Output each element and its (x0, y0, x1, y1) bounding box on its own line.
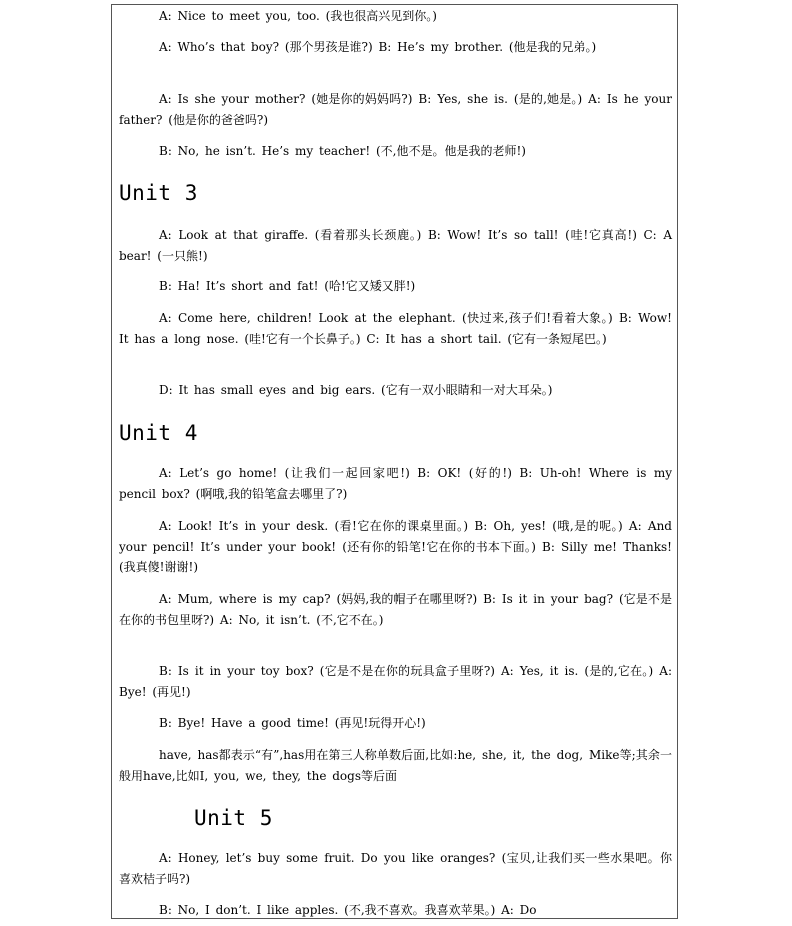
dialogue-line: A: Who’s that boy? (那个男孩是谁?) B: He’s my brother. (他是我的兄弟。) (159, 40, 597, 54)
dialogue-line: A: Look! It’s in your desk. (看!它在你的课桌里面。) B: Oh, yes! (哦,是的呢。) A: And your pencil! It’s under your book! (还有你的铅笔!它在你的书本下面。) B: Silly me! Thanks! (我真傻!谢谢!) (119, 519, 672, 574)
dialogue-line: A: Look at that giraffe. (看着那头长颈鹿。) B: Wow! It’s so tall! (哇!它真高!) C: A bear! (一只熊!) (119, 228, 672, 263)
document-page (111, 4, 678, 919)
dialogue-line: A: Come here, children! Look at the elephant. (快过来,孩子们!看着大象。) B: Wow! It has a long nose. (哇!它有一个长鼻子。) C: It has a short tail. (它有一条短尾巴。) (119, 311, 672, 346)
dialogue-line: B: Bye! Have a good time! (再见!玩得开心!) (159, 716, 426, 730)
dialogue-line: B: No, he isn’t. He’s my teacher! (不,他不是。他是我的老师!) (159, 144, 526, 158)
grammar-note: have, has都表示“有”,has用在第三人称单数后面,比如:he, she, it, the dog, Mike等;其余一般用have,比如I, you, we, they, the dogs等后面 (119, 748, 672, 783)
dialogue-line: B: Ha! It’s short and fat! (哈!它又矮又胖!) (159, 279, 416, 293)
dialogue-line: A: Mum, where is my cap? (妈妈,我的帽子在哪里呀?) B: Is it in your bag? (它是不是在你的书包里呀?) A: No, it isn’t. (不,它不在。) (119, 592, 672, 627)
unit-4-heading: Unit 4 (119, 421, 198, 445)
dialogue-line: D: It has small eyes and big ears. (它有一双小眼睛和一对大耳朵。) (159, 383, 553, 397)
dialogue-line: A: Let’s go home! (让我们一起回家吧!) B: OK! (好的!) B: Uh-oh! Where is my pencil box? (啊哦,我的铅笔盒去哪里了?) (119, 466, 672, 501)
dialogue-line: B: Is it in your toy box? (它是不是在你的玩具盒子里呀?) A: Yes, it is. (是的,它在。) A: Bye! (再见!) (119, 664, 672, 699)
dialogue-line: A: Is she your mother? (她是你的妈妈吗?) B: Yes, she is. (是的,她是。) A: Is he your father? (他是你的爸爸吗?) (119, 92, 672, 127)
dialogue-line: B: No, I don’t. I like apples. (不,我不喜欢。我喜欢苹果。) A: Do (159, 903, 537, 917)
dialogue-line: A: Nice to meet you, too. (我也很高兴见到你。) (159, 9, 437, 23)
dialogue-line: A: Honey, let’s buy some fruit. Do you like oranges? (宝贝,让我们买一些水果吧。你喜欢桔子吗?) (119, 851, 672, 886)
unit-3-heading: Unit 3 (119, 181, 198, 205)
unit-5-heading: Unit 5 (194, 806, 273, 830)
